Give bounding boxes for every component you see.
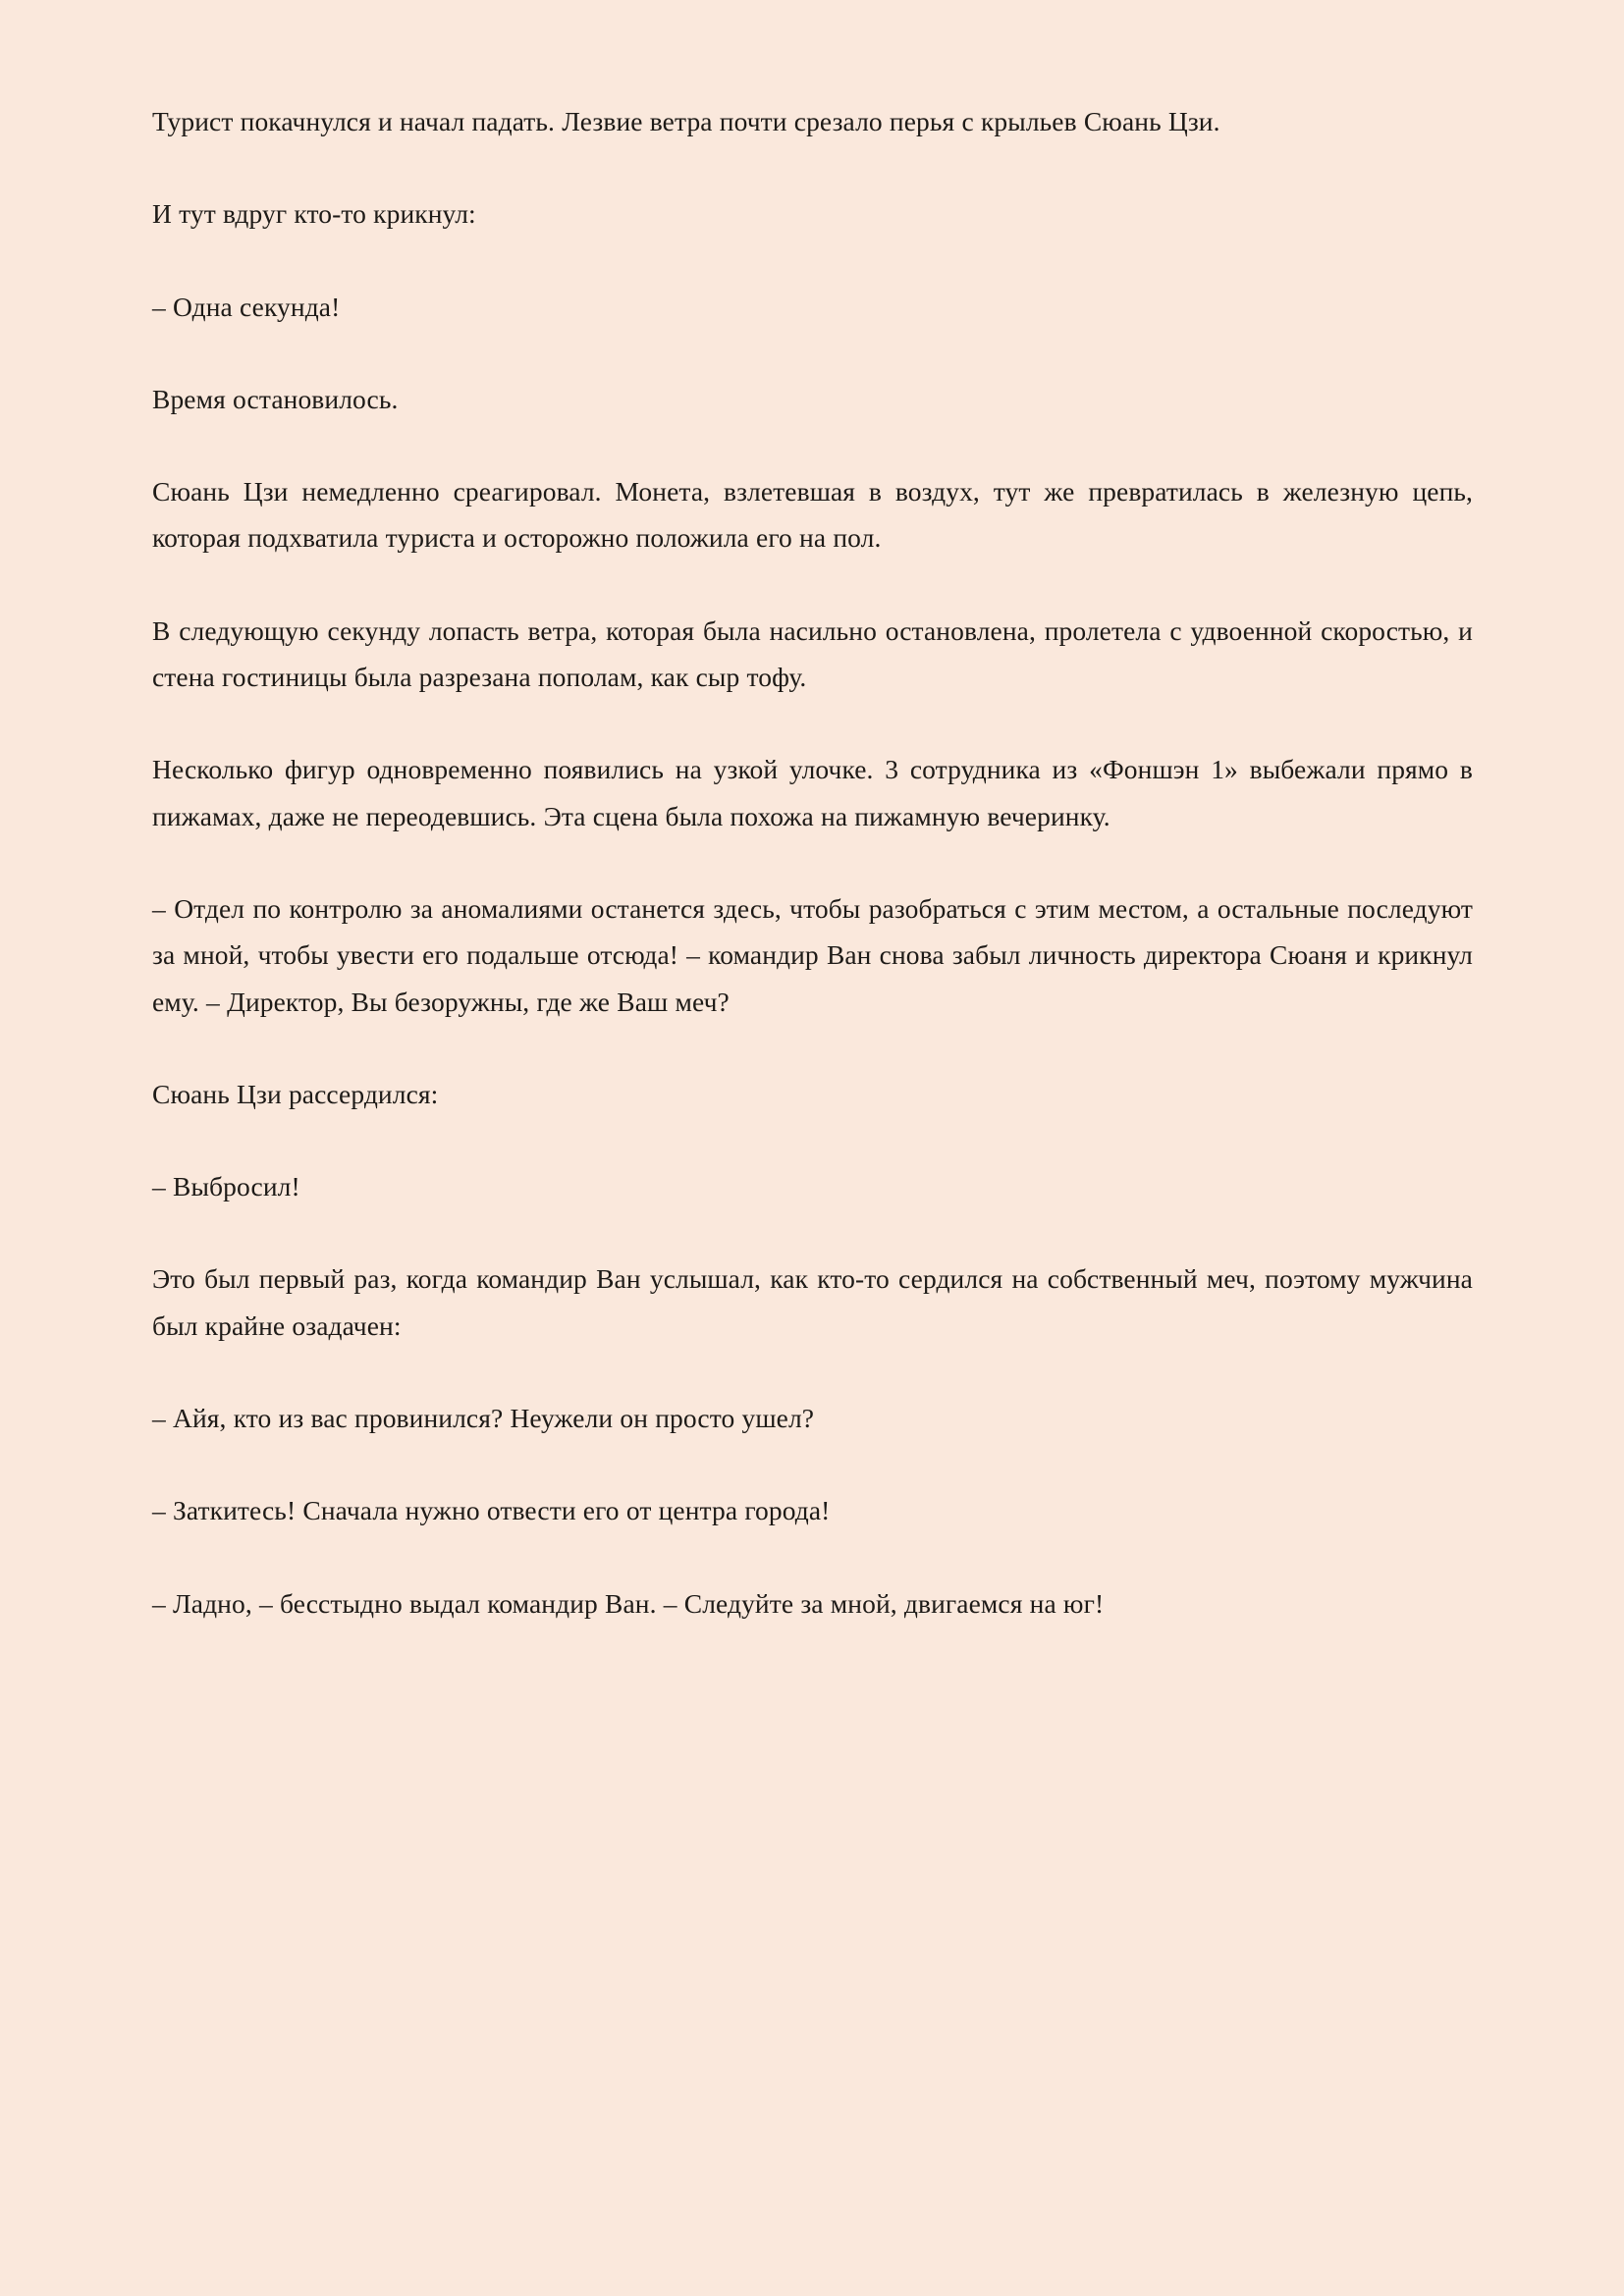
paragraph-6: В следующую секунду лопасть ветра, которая была насильно остановлена, пролетела с удвоенной скоростью, и стена гостиницы была разрезана пополам, как сыр тофу.	[152, 614, 1473, 693]
paragraph-1: Турист покачнулся и начал падать. Лезвие ветра почти срезало перья с крыльев Сюань Цзи.	[152, 106, 1220, 136]
paragraph-2: И тут вдруг кто-то крикнул:	[152, 198, 476, 230]
paragraph-10-dialogue: – Выбросил!	[152, 1171, 300, 1202]
paragraph-13-dialogue: – Заткитесь! Сначала нужно отвести его от центра города!	[152, 1495, 831, 1526]
paragraph-5: Сюань Цзи немедленно среагировал. Монета, взлетевшая в воздух, тут же превратилась в железную цепь, которая подхватила туриста и осторожно положила его на пол.	[152, 476, 1473, 554]
paragraph-3-dialogue: – Одна секунда!	[152, 291, 341, 322]
paragraph-11: Это был первый раз, когда командир Ван услышал, как кто-то сердился на собственный меч, поэтому мужчина был крайне озадачен:	[152, 1263, 1473, 1341]
paragraph-8-dialogue: – Отдел по контролю за аномалиями останется здесь, чтобы разобраться с этим местом, а остальные последуют за мной, чтобы увести его подальше отсюда! – командир Ван снова забыл личность директора Сюаня и крикнул ему. – Директор, Вы безоружны, где же Ваш меч?	[152, 892, 1473, 1017]
paragraph-12-dialogue: – Айя, кто из вас провинился? Неужели он просто ушел?	[152, 1403, 815, 1434]
text-column	[152, 98, 1473, 1627]
paragraph-4: Время остановилось.	[152, 383, 399, 414]
paragraph-14-dialogue: – Ладно, – бесстыдно выдал командир Ван. – Следуйте за мной, двигаемся на юг!	[152, 1587, 1105, 1619]
paragraph-9: Сюань Цзи рассердился:	[152, 1078, 439, 1109]
paragraph-7: Несколько фигур одновременно появились на узкой улочке. 3 сотрудника из «Фоншэн 1» выбежали прямо в пижамах, даже не переодевшись. Эта сцена была похожа на пижамную вечеринку.	[152, 754, 1473, 831]
